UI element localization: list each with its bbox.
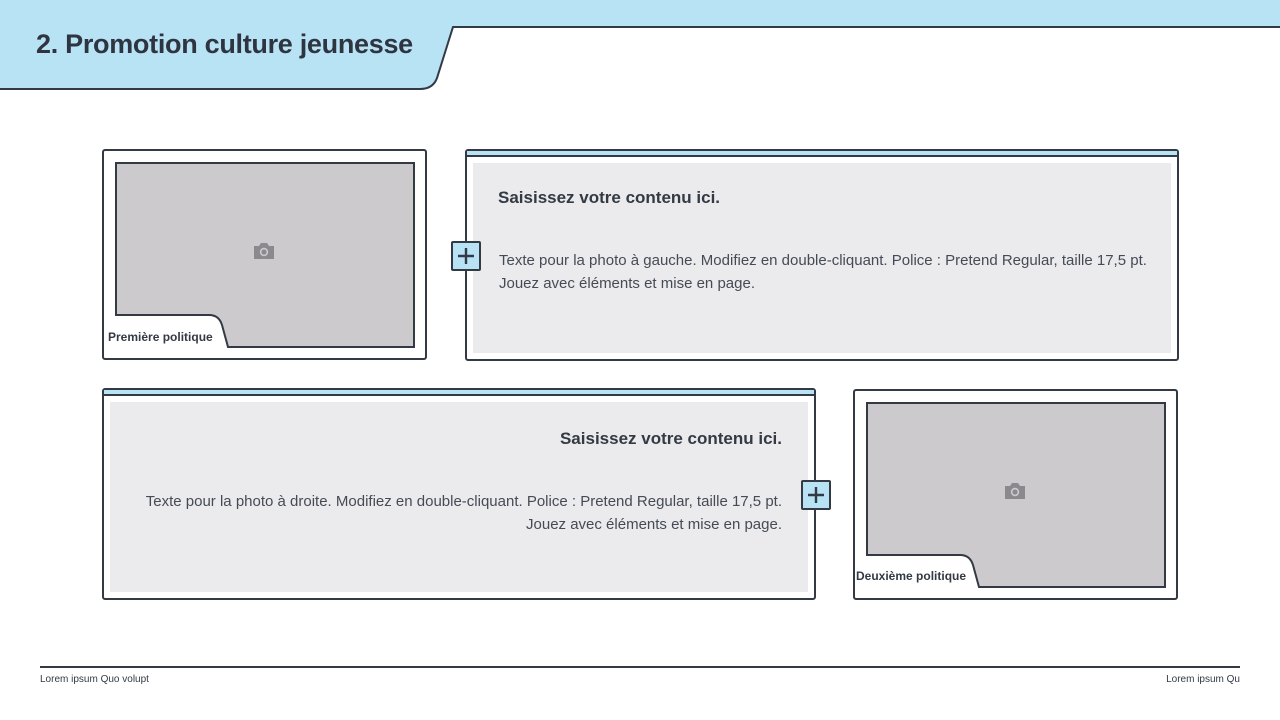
footer-left-text: Lorem ipsum Quo volupt <box>40 674 149 685</box>
photo-caption: Première politique <box>108 330 213 344</box>
photo-placeholder-2[interactable] <box>853 389 1178 600</box>
camera-icon <box>252 241 276 261</box>
content-panel-1[interactable] <box>465 149 1179 361</box>
photo-placeholder-1[interactable] <box>102 149 427 360</box>
add-content-button[interactable] <box>451 241 481 271</box>
panel-heading[interactable]: Saisissez votre contenu ici. <box>559 429 782 448</box>
panel-body-text[interactable]: Texte pour la photo à gauche. Modifiez en double-cliquant. Police : Pretend Regular, taille 17,5 pt. Jouez avec éléments et mise en page. <box>499 252 1147 292</box>
panel-body-text[interactable]: Texte pour la photo à droite. Modifiez en double-cliquant. Police : Pretend Regular, taille 17,5 pt. Jouez avec éléments et mise en page. <box>145 493 782 533</box>
photo-caption: Deuxième politique <box>856 569 967 583</box>
add-content-button[interactable] <box>801 480 831 510</box>
plus-icon <box>457 247 475 265</box>
footer-right-text: Lorem ipsum Qu <box>1166 674 1240 685</box>
page-title: 2. Promotion culture jeunesse <box>36 29 413 59</box>
camera-icon <box>1003 481 1027 501</box>
footer-divider <box>40 666 1240 668</box>
panel-heading[interactable]: Saisissez votre contenu ici. <box>498 188 721 207</box>
plus-icon <box>807 486 825 504</box>
content-panel-2[interactable] <box>102 388 816 600</box>
